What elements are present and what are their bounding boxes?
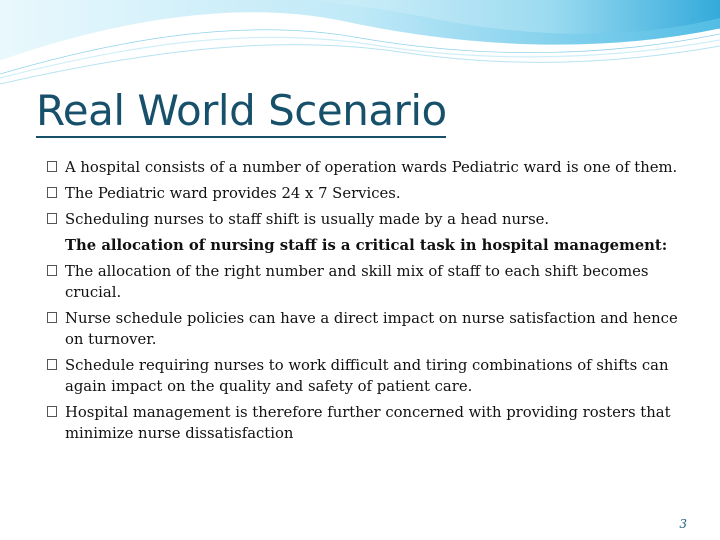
list-item: [47, 355, 687, 397]
list-item-text: A hospital consists of a number of operation wards Pediatric ward is one of them.: [65, 159, 678, 176]
list-item: [47, 308, 687, 350]
list-item-text: The allocation of the right number and skill mix of staff to each shift becomes crucial.: [65, 263, 649, 301]
title-underline: [36, 136, 446, 138]
bullet-box-icon: [47, 406, 57, 417]
list-item: [47, 157, 687, 178]
list-item-text: Schedule requiring nurses to work difficult and tiring combinations of shifts can again impact on the quality and safety of patient care.: [65, 357, 669, 395]
list-item-text: The Pediatric ward provides 24 x 7 Services.: [65, 185, 401, 202]
bullet-box-icon: [47, 187, 57, 198]
slide-title: Real World Scenario: [36, 86, 447, 135]
list-item: [47, 183, 687, 204]
list-item: [47, 402, 687, 444]
bullet-box-icon: [47, 265, 57, 276]
emphasis-text: The allocation of nursing staff is a critical task in hospital management:: [65, 237, 668, 254]
header-wave-decoration: [0, 0, 720, 90]
slide-content: [47, 157, 687, 449]
bullet-box-icon: [47, 213, 57, 224]
bullet-box-icon: [47, 161, 57, 172]
list-item-text: Scheduling nurses to staff shift is usually made by a head nurse.: [65, 211, 550, 228]
list-item-text: Hospital management is therefore further concerned with providing rosters that minimize nurse dissatisfaction: [65, 404, 671, 442]
bullet-box-icon: [47, 312, 57, 323]
list-item: [47, 209, 687, 230]
list-item: [47, 261, 687, 303]
list-item-text: Nurse schedule policies can have a direct impact on nurse satisfaction and hence on turnover.: [65, 310, 678, 348]
emphasis-line: [47, 235, 687, 256]
bullet-box-icon: [47, 359, 57, 370]
page-number: 3: [679, 517, 687, 531]
